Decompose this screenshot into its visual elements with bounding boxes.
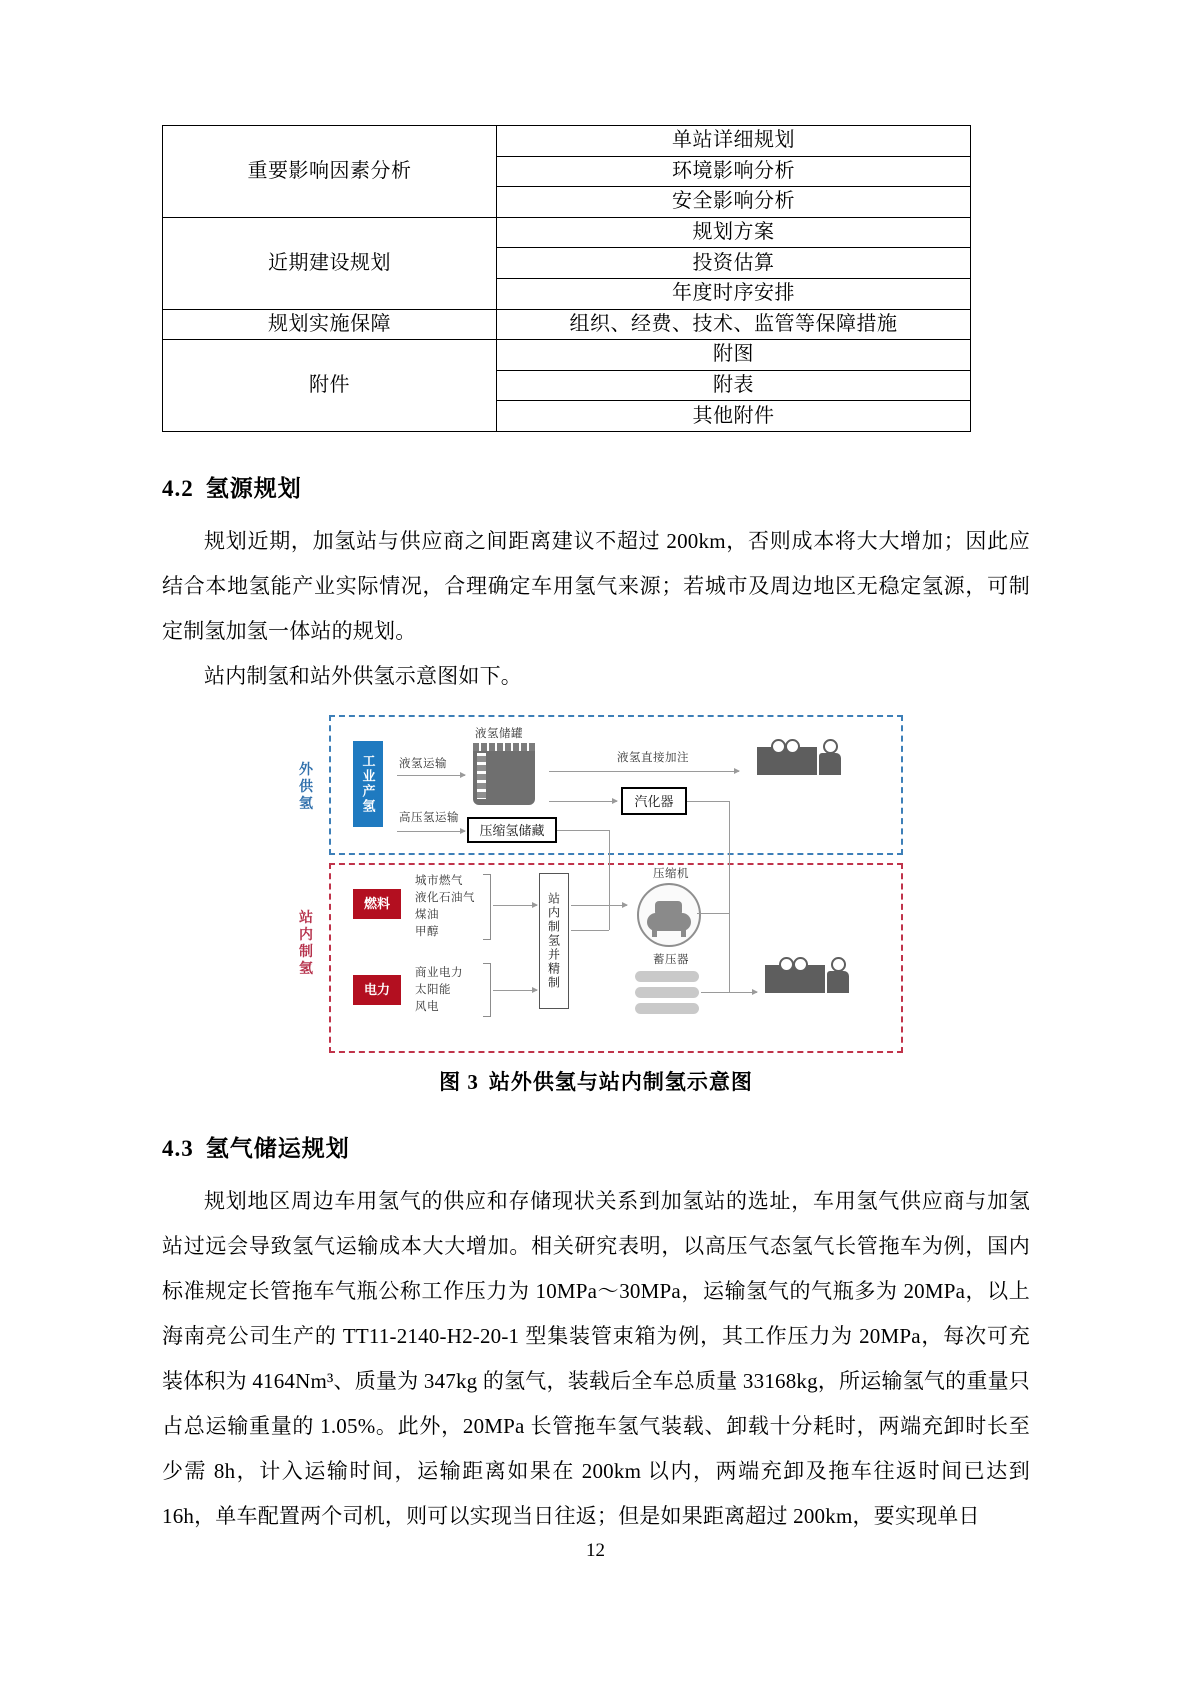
power-source-item: 风电 [415,1000,439,1013]
fuel-to-reformer-arrow [493,905,537,906]
table-cell-item: 规划方案 [497,217,971,248]
compressor-accumulator-link [729,913,730,992]
high-pressure-transport-arrow [397,831,465,832]
liquid-hydrogen-tank-icon [473,743,535,805]
table-cell-item: 安全影响分析 [497,187,971,218]
truck-wheel [779,957,794,972]
table-row [163,340,971,371]
fuel-source-item: 煤油 [415,908,439,921]
table-row [163,126,971,157]
truck-cab [827,971,849,993]
power-source-list [415,965,485,1016]
section-number: 4.2 [162,475,194,501]
table-cell-item: 组织、经费、技术、监管等保障措施 [497,309,971,340]
fuel-source-item: 液化石油气 [415,891,475,904]
fuel-bracket [483,874,491,940]
onsite-production-zone-label: 站内制氢 [299,908,313,976]
compressor-label: 压缩机 [653,867,689,880]
page-number: 12 [586,1540,605,1561]
accumulator-to-truck-arrow [701,992,757,993]
hydrogen-supply-diagram [287,713,905,1056]
fuel-node: 燃料 [353,889,401,919]
industrial-hydrogen-node [353,741,383,827]
table-cell-item: 环境影响分析 [497,156,971,187]
compressor-foot [652,929,657,937]
figure-caption [162,1066,1030,1096]
accumulator-label: 蓄压器 [653,953,689,966]
section-title: 氢源规划 [205,474,302,501]
fuel-source-item: 甲醇 [415,925,439,938]
liquid-hydrogen-transport-label: 液氢运输 [399,757,447,770]
table-cell-item: 附图 [497,340,971,371]
planning-outline-table [162,125,971,432]
outer-supply-zone [329,715,903,855]
industrial-hydrogen-label: 工业产氢 [360,753,376,814]
power-to-reformer-arrow [493,990,537,991]
figure-3 [162,713,1030,1096]
section-heading-4-3 [162,1130,1030,1163]
table-cell-item: 其他附件 [497,401,971,432]
compressor-icon [637,883,701,947]
fuel-source-list [415,873,485,941]
table-row [163,309,971,340]
vaporizer-feed-arrow [549,801,617,802]
section-title: 氢气储运规划 [205,1134,350,1161]
high-pressure-transport-label: 高压氢运输 [399,811,459,824]
section-4-3-paragraph-1: 规划地区周边车用氢气的供应和存储现状关系到加氢站的选址，车用氢气供应商与加氢站过远会导致氢气运输成本大大增加。相关研究表明，以高压气态氢气长管拖车为例，国内标准规定长管拖车气瓶公称工作压力为 10MPa～30MPa，运输氢气的气瓶多为 20MPa，以上海南亮公司生产的 TT11-2140-H2-20-1 型集装管束箱为例，其工作压力为 20MPa，每次可充装体积为 4164Nm³、质量为 347kg 的氢气，装载后全车总质量 33168kg，所运输氢气的重量只占总运输重量的 1.05%。此外，20MPa 长管拖车氢气装载、卸载十分耗时，两端充卸时长至少需 8h，计入运输时间，运输距离如果在 200km 以内，两端充卸及拖车往返时间已达到 16h，单车配置两个司机，则可以实现当日往返；但是如果距离超过 200km，要实现单日 [162,1188,1030,1528]
compressor-foot [681,929,686,937]
tank-cap [473,743,535,751]
fuel-source-item: 城市燃气 [415,874,463,887]
table-cell-category: 规划实施保障 [163,309,497,340]
liquid-hydrogen-tank-label: 液氢储罐 [475,727,523,740]
table-cell-category: 重要影响因素分析 [163,126,497,218]
section-4-2-paragraph-1: 规划近期，加氢站与供应商之间距离建议不超过 200km，否则成本将大大增加；因此应结合本地氢能产业实际情况，合理确定车用氢气来源；若城市及周边地区无稳定氢源，可制定制氢加氢一体站的规划。 [162,528,1030,643]
accumulator-cylinder [635,987,699,998]
storage-down-line [609,830,610,930]
compressed-hydrogen-storage-node: 压缩氢储藏 [467,817,557,843]
compressor-out-line [697,913,729,914]
table-cell-category: 附件 [163,340,497,432]
section-4-2-paragraph-2: 站内制氢和站外供氢示意图如下。 [204,663,522,688]
accumulator-cylinder [635,971,699,982]
vaporizer-out-line [687,801,729,802]
onsite-reformer-label: 站内制氢并精制 [546,891,561,990]
tank-ladder [477,753,486,799]
reformer-loop-line [571,930,609,931]
electricity-node: 电力 [353,975,401,1005]
truck-wheel [823,739,838,754]
truck-wheel [771,739,786,754]
power-source-item: 商业电力 [415,966,463,979]
section-heading-4-2 [162,470,1030,503]
power-bracket [483,963,491,1017]
storage-out-line [557,830,609,831]
truck-wheel [793,957,808,972]
outer-supply-zone-label: 外供氢 [299,760,313,811]
table-cell-item: 单站详细规划 [497,126,971,157]
power-source-item: 太阳能 [415,983,451,996]
accumulator-cylinder [635,1003,699,1014]
table-cell-item: 投资估算 [497,248,971,279]
table-row [163,217,971,248]
liquid-hydrogen-transport-arrow [397,775,465,776]
reformer-to-compressor-arrow [571,905,627,906]
table-cell-category: 近期建设规划 [163,217,497,309]
truck-wheel [785,739,800,754]
table-cell-item: 附表 [497,370,971,401]
figure-caption-number: 图 3 [439,1069,479,1094]
table-cell-item: 年度时序安排 [497,278,971,309]
section-number: 4.3 [162,1135,194,1161]
vaporizer-node: 汽化器 [621,787,687,815]
truck-wheel [831,957,846,972]
onsite-reformer-node [539,873,569,1009]
figure-caption-text: 站外供氢与站内制氢示意图 [488,1070,753,1094]
page-content [162,125,1030,1539]
direct-filling-label: 液氢直接加注 [617,751,689,764]
truck-cab [819,753,841,775]
direct-filling-arrow [549,771,739,772]
